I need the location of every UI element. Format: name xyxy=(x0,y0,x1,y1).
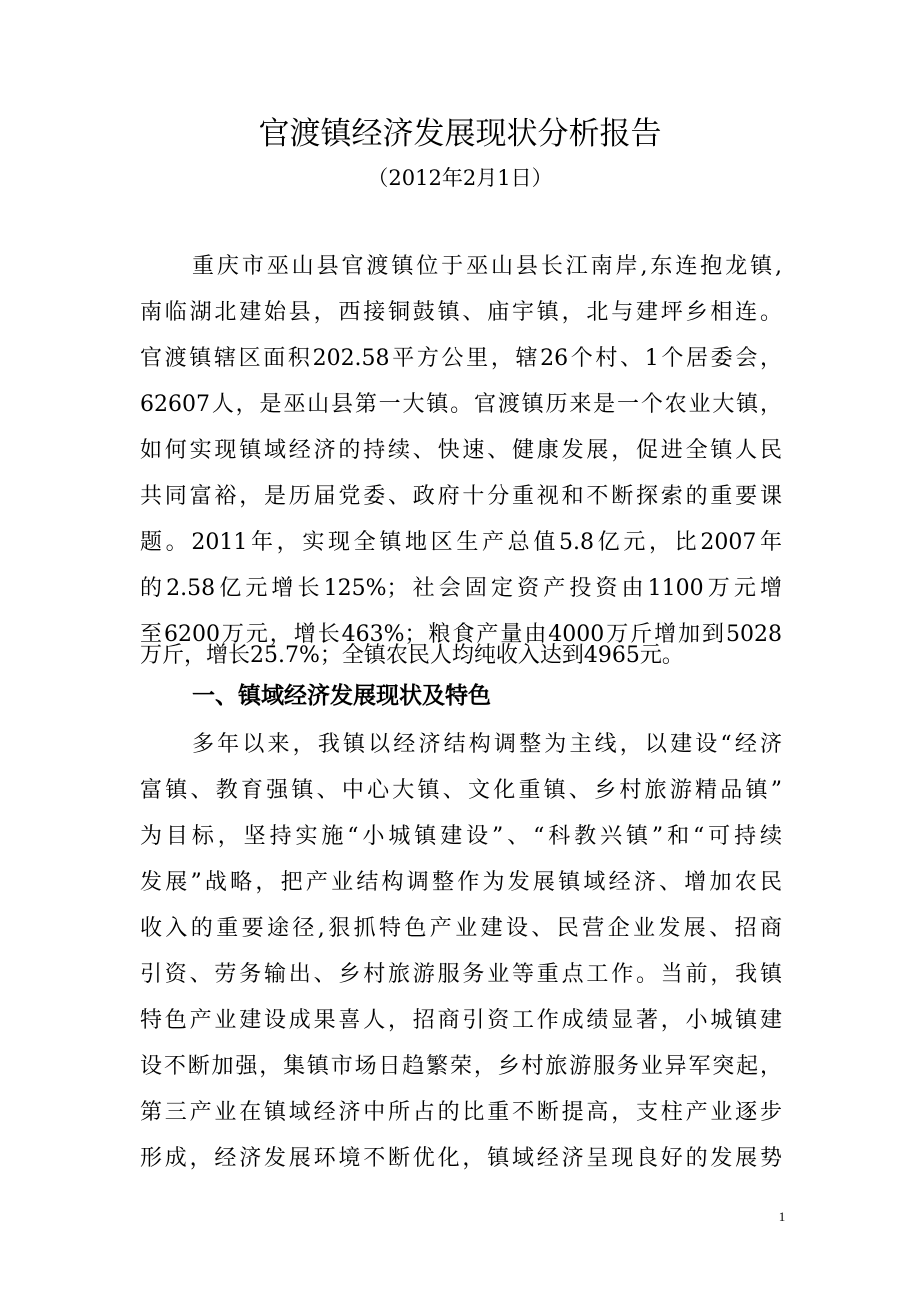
page-number: 1 xyxy=(778,1209,786,1224)
section-heading: 一、镇域经济发展现状及特色 xyxy=(192,683,491,709)
document-date: （2012年2月1日） xyxy=(367,166,553,190)
intro-line: 南临湖北建始县，西接铜鼓镇、庙宇镇，北与建坪乡相连。 xyxy=(140,300,782,325)
document-title: 官渡镇经济发展现状分析报告 xyxy=(258,116,662,152)
section-line: 为目标，坚持实施“小城镇建设”、“科教兴镇”和“可持续 xyxy=(140,824,782,849)
section-line: 特色产业建设成果喜人，招商引资工作成绩显著，小城镇建 xyxy=(140,1008,782,1033)
intro-line-last: 万斤，增长25.7%；全镇农民人均纯收入达到4965元。 xyxy=(140,643,684,668)
section-line: 收入的重要途径,狠抓特色产业建设、民营企业发展、招商 xyxy=(140,916,782,941)
section-line: 富镇、教育强镇、中心大镇、文化重镇、乡村旅游精品镇” xyxy=(140,778,782,803)
section-line: 引资、劳务输出、乡村旅游服务业等重点工作。当前，我镇 xyxy=(140,962,782,987)
intro-line: 共同富裕，是历届党委、政府十分重视和不断探索的重要课 xyxy=(140,484,782,509)
intro-line: 官渡镇辖区面积202.58平方公里，辖26个村、1个居委会， xyxy=(140,346,782,371)
intro-line: 的2.58亿元增长125%；社会固定资产投资由1100万元增 xyxy=(140,576,782,601)
intro-line: 如何实现镇域经济的持续、快速、健康发展，促进全镇人民 xyxy=(140,438,782,463)
section-line: 设不断加强，集镇市场日趋繁荣，乡村旅游服务业异军突起， xyxy=(140,1054,782,1079)
section-line: 形成，经济发展环境不断优化，镇域经济呈现良好的发展势 xyxy=(140,1146,782,1171)
section-line: 发展”战略，把产业结构调整作为发展镇域经济、增加农民 xyxy=(140,870,782,895)
intro-line: 题。2011年，实现全镇地区生产总值5.8亿元，比2007年 xyxy=(140,530,782,555)
section-line: 第三产业在镇域经济中所占的比重不断提高，支柱产业逐步 xyxy=(140,1100,782,1125)
intro-line: 至6200万元，增长463%；粮食产量由4000万斤增加到5028 xyxy=(140,622,782,647)
intro-line: 重庆市巫山县官渡镇位于巫山县长江南岸,东连抱龙镇, xyxy=(192,254,782,279)
intro-line: 62607人，是巫山县第一大镇。官渡镇历来是一个农业大镇， xyxy=(140,392,782,417)
section-line: 多年以来，我镇以经济结构调整为主线，以建设“经济 xyxy=(192,732,782,757)
